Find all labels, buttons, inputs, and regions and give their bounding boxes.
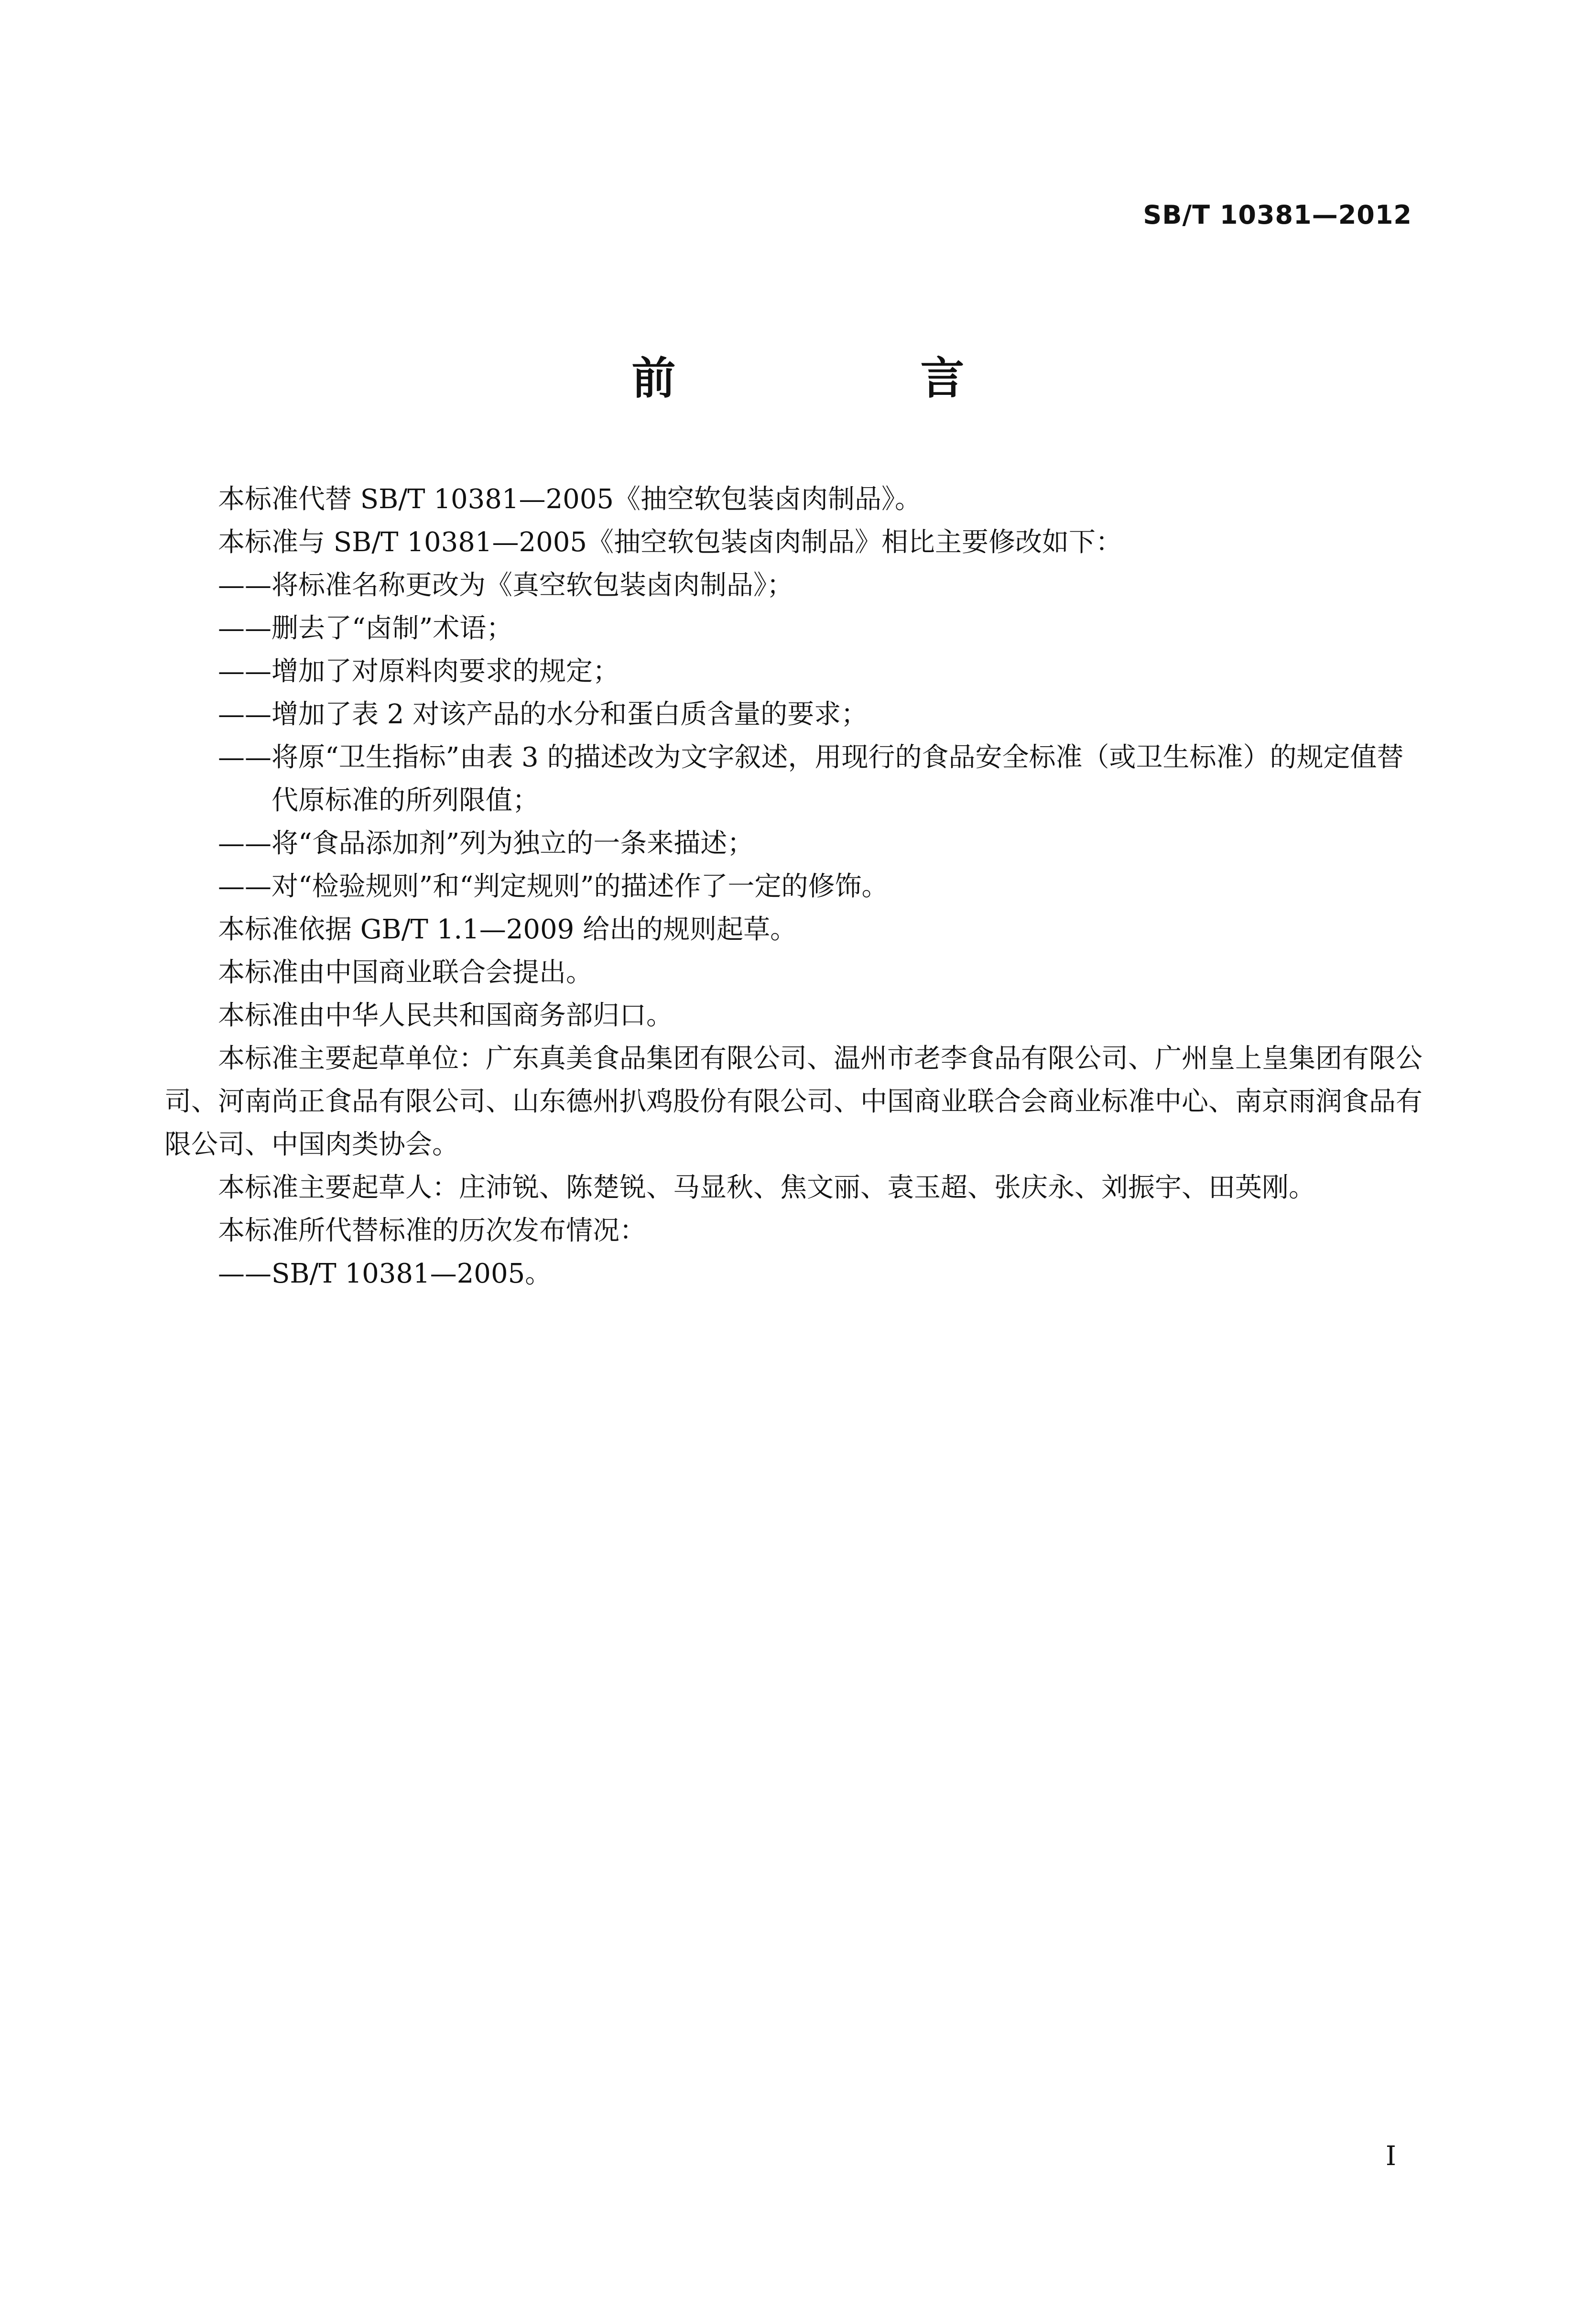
history-item: ——SB/T 10381—2005。: [218, 1258, 552, 1289]
change-item: ——增加了对原料肉要求的规定；: [218, 656, 619, 687]
page-title: 前 言: [631, 353, 1065, 404]
change-item: ——增加了表 2 对该产品的水分和蛋白质含量的要求；: [218, 699, 868, 730]
change-item: ——将标准名称更改为《真空软包装卤肉制品》；: [218, 570, 793, 601]
paragraph-replaces: 本标准代替 SB/T 10381—2005《抽空软包装卤肉制品》。: [218, 484, 922, 515]
paragraph-centralized: 本标准由中华人民共和国商务部归口。: [218, 1000, 673, 1031]
paragraph-drafting-units: 本标准主要起草单位：广东真美食品集团有限公司、温州市老李食品有限公司、广州皇上皇集团有限公司、河南尚正食品有限公司、山东德州扒鸡股份有限公司、中国商业联合会商业标准中心、南京雨润食品有限公司、中国肉类协会。: [164, 1043, 1422, 1160]
page-number: I: [1385, 2141, 1396, 2172]
paragraph-changes-intro: 本标准与 SB/T 10381—2005《抽空软包装卤肉制品》相比主要修改如下：: [218, 527, 1122, 558]
change-item: ——将“食品添加剂”列为独立的一条来描述；: [218, 828, 754, 859]
standard-code: SB/T 10381—2012: [1143, 200, 1412, 230]
change-item: ——对“检验规则”和“判定规则”的描述作了一定的修饰。: [218, 871, 889, 902]
paragraph-drafters: 本标准主要起草人：庄沛锐、陈楚锐、马显秋、焦文丽、袁玉超、张庆永、刘振宇、田英刚。: [218, 1172, 1315, 1203]
foreword-body: [164, 478, 1426, 1296]
paragraph-history-intro: 本标准所代替标准的历次发布情况：: [218, 1215, 646, 1246]
paragraph-proposer: 本标准由中国商业联合会提出。: [218, 957, 593, 988]
change-item: ——将原“卫生指标”由表 3 的描述改为文字叙述，用现行的食品安全标准（或卫生标准）的规定值替代原标准的所列限值；: [218, 742, 1404, 816]
change-item: ——删去了“卤制”术语；: [218, 613, 513, 644]
paragraph-drafting-rules: 本标准依据 GB/T 1.1—2009 给出的规则起草。: [218, 914, 797, 945]
